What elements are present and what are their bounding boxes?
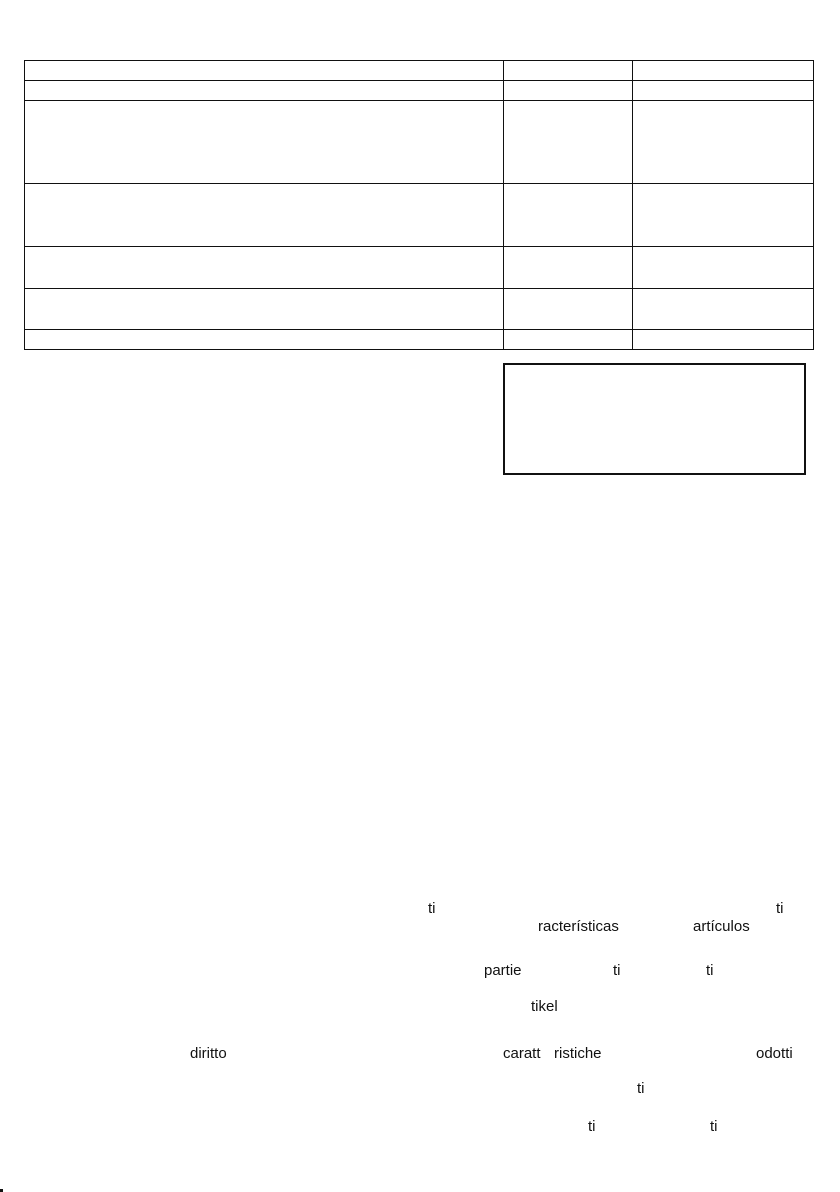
table-row <box>25 61 814 81</box>
table-cell <box>504 246 633 288</box>
notice-box <box>503 363 806 475</box>
table-cell <box>25 61 504 81</box>
table-cell <box>633 288 814 329</box>
table-cell <box>504 61 633 81</box>
table-cell <box>25 81 504 101</box>
text-fragment: ti <box>710 1118 718 1135</box>
table-cell <box>25 184 504 246</box>
table-cell <box>25 288 504 329</box>
table-cell <box>633 81 814 101</box>
table-row <box>25 184 814 246</box>
table-cell <box>633 184 814 246</box>
text-fragment: ti <box>588 1118 596 1135</box>
table-row <box>25 81 814 101</box>
text-fragment: ti <box>637 1080 645 1097</box>
text-fragment: ti <box>428 900 436 917</box>
text-fragment: ti <box>706 962 714 979</box>
text-fragment: tikel <box>531 998 558 1015</box>
table-row <box>25 329 814 349</box>
text-fragment: racterísticas <box>538 918 619 935</box>
table-cell <box>504 329 633 349</box>
spec-table <box>24 60 814 350</box>
text-fragment: diritto <box>190 1045 227 1062</box>
table-cell <box>504 81 633 101</box>
table-cell <box>633 101 814 184</box>
text-fragment: artículos <box>693 918 750 935</box>
table-row <box>25 288 814 329</box>
table-cell <box>504 288 633 329</box>
table-cell <box>633 246 814 288</box>
text-fragment: odotti <box>756 1045 793 1062</box>
table-cell <box>504 101 633 184</box>
text-fragment: ti <box>613 962 621 979</box>
text-fragment: caratt <box>503 1045 541 1062</box>
table-row <box>25 101 814 184</box>
text-fragment: ristiche <box>554 1045 602 1062</box>
text-fragment: ti <box>776 900 784 917</box>
table-row <box>25 246 814 288</box>
table-cell <box>25 101 504 184</box>
table-cell <box>633 329 814 349</box>
table-cell <box>504 184 633 246</box>
table-cell <box>633 61 814 81</box>
text-fragment: partie <box>484 962 522 979</box>
table-cell <box>25 329 504 349</box>
table-cell <box>25 246 504 288</box>
